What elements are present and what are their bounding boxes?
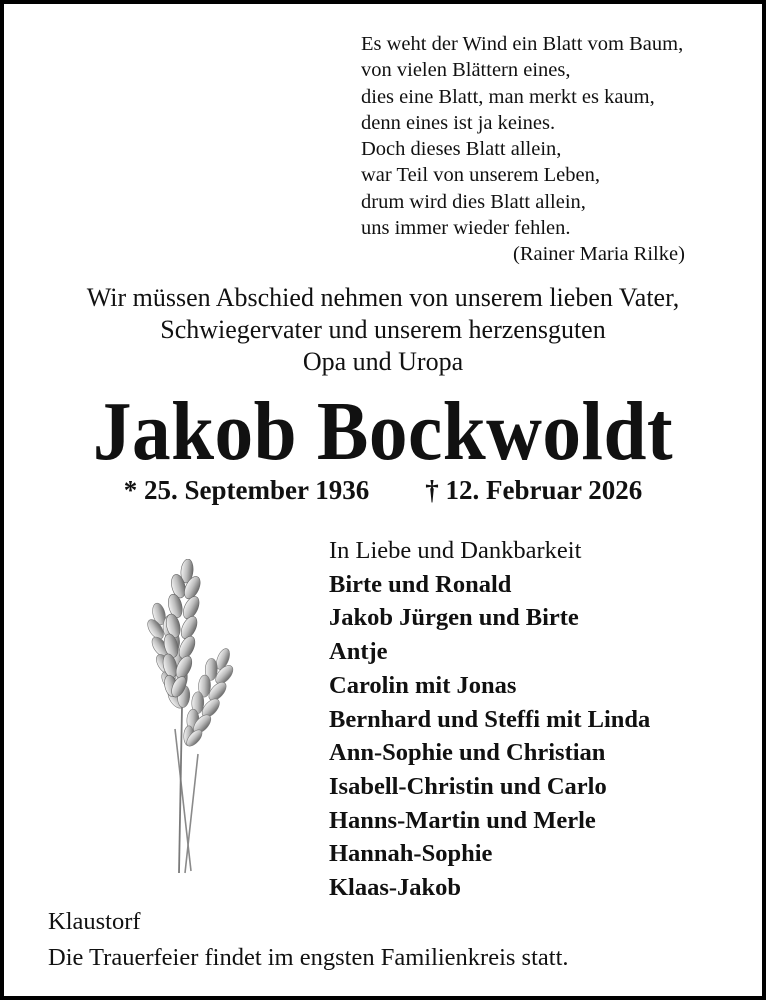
family-member: Hannah-Sophie (329, 840, 493, 868)
family-member: Klaas-Jakob (329, 874, 462, 902)
poem-line: drum wird dies Blatt allein, (361, 190, 586, 213)
family-member: Antje (329, 638, 388, 666)
poem-line: uns immer wieder fehlen. (361, 217, 571, 240)
funeral-notice: Die Trauerfeier findet im engsten Familienkreis statt. (48, 944, 569, 971)
wheat-ears-icon (119, 559, 249, 879)
poem-line: war Teil von unserem Leben, (361, 164, 600, 187)
intro-line: Opa und Uropa (302, 347, 464, 376)
farewell-intro (4, 282, 762, 378)
birth-date: * 25. September 1936 (123, 475, 370, 505)
family-member: Birte und Ronald (329, 570, 512, 598)
family-member: Carolin mit Jonas (329, 671, 517, 699)
poem-line: von vielen Blättern eines, (361, 59, 571, 82)
place-name: Klaustorf (48, 908, 141, 935)
poem-line: denn eines ist ja keines. (361, 111, 556, 134)
family-member: Hanns-Martin und Merle (329, 806, 596, 834)
poem-line: dies eine Blatt, man merkt es kaum, (361, 85, 655, 108)
poem (361, 31, 685, 268)
death-date: † 12. Februar 2026 (425, 475, 643, 505)
intro-line: Schwiegervater und unserem herzensguten (160, 315, 606, 344)
poem-line: Es weht der Wind ein Blatt vom Baum, (361, 33, 684, 55)
family-signatures (329, 534, 650, 905)
poem-line: Doch dieses Blatt allein, (361, 138, 562, 161)
family-member: Jakob Jürgen und Birte (329, 604, 579, 632)
family-greeting: In Liebe und Dankbarkeit (329, 537, 582, 564)
family-member: Bernhard und Steffi mit Linda (329, 705, 651, 733)
poem-author: (Rainer Maria Rilke) (513, 243, 685, 266)
deceased-name: Jakob Bockwoldt (92, 385, 674, 478)
life-dates (4, 472, 762, 508)
family-member: Isabell-Christin und Carlo (329, 772, 607, 800)
family-member: Ann-Sophie und Christian (329, 739, 606, 767)
intro-line: Wir müssen Abschied nehmen von unserem lieben Vater, (86, 283, 680, 312)
